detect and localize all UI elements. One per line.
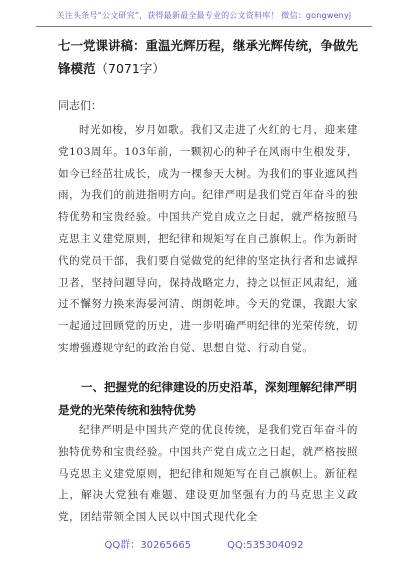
document-title-count: （7071字） bbox=[95, 61, 165, 76]
body-paragraph-2: 纪律严明是中国共产党的优良传统，是我们党百年奋斗的独特优势和宝贵经验。中国共产党自成立之日起，就严格按照马克思主义建党原则，把纪律和规矩写在自己旗帜上。新征程上，解决大党独有难题、建设更加坚强有力的马克思主义政党，团结带领全国人民以中国式现代化全 bbox=[58, 424, 358, 524]
header-banner: 关注头条号“公文研究”，获得最新最全最专业的公文资料库！ 微信：gongwenyj bbox=[56, 11, 352, 20]
footer-contact bbox=[0, 536, 408, 551]
document-title bbox=[58, 34, 358, 80]
section-heading-1: 一、把握党的纪律建设的历史沿革，深刻理解纪律严明是党的光荣传统和独特优势 bbox=[58, 380, 357, 417]
footer-qq-group: QQ群：30265665 bbox=[104, 540, 192, 551]
footer-qq: QQ:535304092 bbox=[227, 540, 304, 551]
header-divider bbox=[36, 26, 372, 27]
salutation: 同志们： bbox=[58, 99, 102, 112]
body-paragraph-1: 时光如梭，岁月如歌。我们又走进了火红的七月，迎来建党103周年。103年前，一颗初心的种子在风雨中生根发芽，如今已经茁壮成长，成为一棵参天大树。为我们的事业遮风挡雨，为我们的前进指明方向。纪律严明是我们党百年奋斗的独特优势和宝贵经验。中国共产党自成立之日起，就严格按照马克思主义建党原则，把纪律和规矩写在自己旗帜上。作为新时代的党员干部，我们要自觉做党的纪律的坚定执行者和忠诚捍卫者，坚持问题导向，保持战略定力，持之以恒正风肃纪，通过不懈努力换来海晏河清、朗朗乾坤。今天的党课，我跟大家一起通过回顾党的历史，进一步明确严明纪律的光荣传统，切实增强遵规守纪的政治自觉、思想自觉、行动自觉。 bbox=[58, 124, 358, 354]
document-title-main: 七一党课讲稿：重温光辉历程，继承光辉传统，争做先锋模范 bbox=[58, 38, 359, 76]
